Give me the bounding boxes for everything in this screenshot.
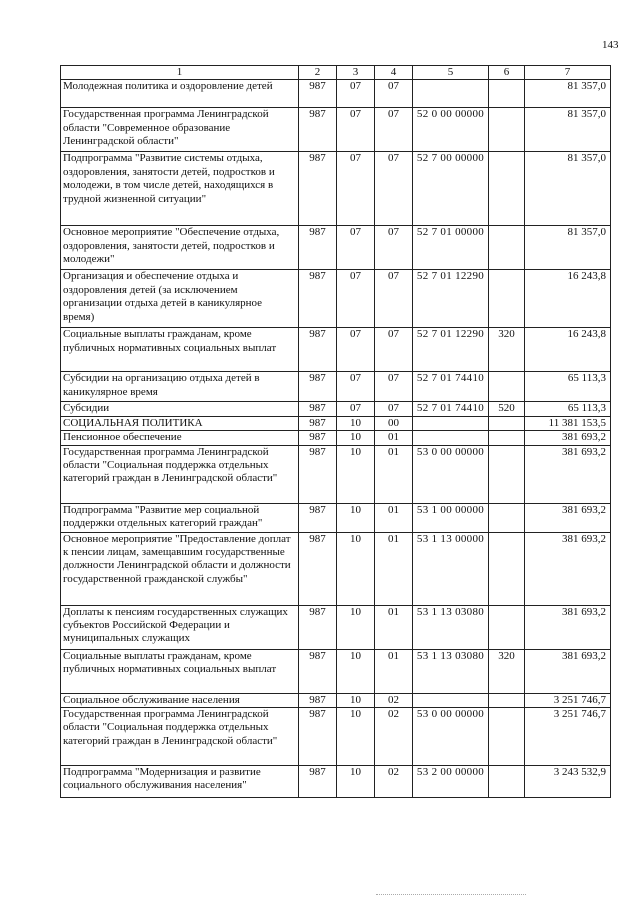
row-amount: 381 693,2 xyxy=(525,649,611,693)
table-row xyxy=(61,270,611,328)
row-ministry-code: 987 xyxy=(299,108,337,152)
row-ministry-code: 987 xyxy=(299,402,337,416)
row-expense-type xyxy=(489,80,525,108)
row-subsection-code: 02 xyxy=(375,708,413,766)
table-row xyxy=(61,108,611,152)
row-amount: 381 693,2 xyxy=(525,532,611,605)
row-expense-type xyxy=(489,445,525,503)
row-name: Доплаты к пенсиям государственных служащих субъектов Российской Федерации и муниципальных служащих xyxy=(61,605,299,649)
row-section-code: 07 xyxy=(337,80,375,108)
row-ministry-code: 987 xyxy=(299,372,337,402)
row-target-article: 52 7 01 12290 xyxy=(413,328,489,372)
row-section-code: 07 xyxy=(337,108,375,152)
column-header: 5 xyxy=(413,66,489,80)
row-amount: 65 113,3 xyxy=(525,372,611,402)
column-number-row xyxy=(61,66,611,80)
row-name: Государственная программа Ленинградской области "Социальная поддержка отдельных категорий граждан в Ленинградской области" xyxy=(61,708,299,766)
row-ministry-code: 987 xyxy=(299,605,337,649)
row-amount: 3 251 746,7 xyxy=(525,693,611,707)
row-expense-type: 320 xyxy=(489,649,525,693)
column-header: 2 xyxy=(299,66,337,80)
row-amount: 81 357,0 xyxy=(525,226,611,270)
row-ministry-code: 987 xyxy=(299,503,337,532)
page-number: 143 xyxy=(602,39,619,51)
row-section-code: 07 xyxy=(337,402,375,416)
row-subsection-code: 01 xyxy=(375,649,413,693)
table-row xyxy=(61,80,611,108)
row-subsection-code: 01 xyxy=(375,532,413,605)
row-section-code: 10 xyxy=(337,532,375,605)
row-ministry-code: 987 xyxy=(299,445,337,503)
row-target-article: 53 1 13 03080 xyxy=(413,605,489,649)
row-name: Субсидии xyxy=(61,402,299,416)
row-expense-type xyxy=(489,108,525,152)
row-section-code: 10 xyxy=(337,416,375,430)
row-section-code: 07 xyxy=(337,226,375,270)
row-expense-type: 520 xyxy=(489,402,525,416)
row-amount: 11 381 153,5 xyxy=(525,416,611,430)
row-expense-type xyxy=(489,605,525,649)
row-target-article: 53 1 13 00000 xyxy=(413,532,489,605)
table-row xyxy=(61,766,611,798)
row-amount: 16 243,8 xyxy=(525,328,611,372)
table-row xyxy=(61,532,611,605)
row-expense-type xyxy=(489,152,525,226)
row-name: Основное мероприятие "Предоставление доплат к пенсии лицам, замещавшим государственные должности Ленинградской области и должности государственной гражданской службы" xyxy=(61,532,299,605)
row-target-article xyxy=(413,416,489,430)
row-expense-type xyxy=(489,416,525,430)
row-amount: 81 357,0 xyxy=(525,152,611,226)
row-subsection-code: 07 xyxy=(375,226,413,270)
row-amount: 81 357,0 xyxy=(525,80,611,108)
row-target-article: 52 7 01 12290 xyxy=(413,270,489,328)
row-section-code: 10 xyxy=(337,766,375,798)
table-row xyxy=(61,693,611,707)
column-header: 7 xyxy=(525,66,611,80)
row-amount: 381 693,2 xyxy=(525,503,611,532)
row-ministry-code: 987 xyxy=(299,649,337,693)
table-row xyxy=(61,445,611,503)
row-ministry-code: 987 xyxy=(299,328,337,372)
row-name: Социальные выплаты гражданам, кроме публичных нормативных социальных выплат xyxy=(61,649,299,693)
table-row xyxy=(61,503,611,532)
row-section-code: 07 xyxy=(337,270,375,328)
row-ministry-code: 987 xyxy=(299,693,337,707)
table-row xyxy=(61,416,611,430)
row-target-article: 52 7 01 00000 xyxy=(413,226,489,270)
row-name: Пенсионное обеспечение xyxy=(61,431,299,445)
row-amount: 381 693,2 xyxy=(525,431,611,445)
row-expense-type xyxy=(489,372,525,402)
table-row xyxy=(61,328,611,372)
row-subsection-code: 02 xyxy=(375,766,413,798)
row-expense-type xyxy=(489,503,525,532)
table-row xyxy=(61,152,611,226)
row-subsection-code: 07 xyxy=(375,152,413,226)
row-expense-type xyxy=(489,431,525,445)
row-ministry-code: 987 xyxy=(299,431,337,445)
row-target-article xyxy=(413,693,489,707)
row-section-code: 10 xyxy=(337,693,375,707)
row-name: Социальные выплаты гражданам, кроме публичных нормативных социальных выплат xyxy=(61,328,299,372)
row-target-article: 52 7 00 00000 xyxy=(413,152,489,226)
row-target-article: 52 0 00 00000 xyxy=(413,108,489,152)
row-subsection-code: 00 xyxy=(375,416,413,430)
row-section-code: 10 xyxy=(337,431,375,445)
row-expense-type xyxy=(489,270,525,328)
row-name: СОЦИАЛЬНАЯ ПОЛИТИКА xyxy=(61,416,299,430)
row-expense-type xyxy=(489,226,525,270)
row-ministry-code: 987 xyxy=(299,416,337,430)
row-target-article: 53 1 00 00000 xyxy=(413,503,489,532)
row-amount: 65 113,3 xyxy=(525,402,611,416)
row-subsection-code: 07 xyxy=(375,108,413,152)
row-ministry-code: 987 xyxy=(299,766,337,798)
row-subsection-code: 07 xyxy=(375,270,413,328)
table-row xyxy=(61,708,611,766)
row-target-article: 52 7 01 74410 xyxy=(413,372,489,402)
row-subsection-code: 07 xyxy=(375,328,413,372)
row-subsection-code: 02 xyxy=(375,693,413,707)
row-name: Социальное обслуживание населения xyxy=(61,693,299,707)
row-section-code: 10 xyxy=(337,503,375,532)
row-amount: 81 357,0 xyxy=(525,108,611,152)
row-target-article: 53 0 00 00000 xyxy=(413,445,489,503)
row-name: Основное мероприятие "Обеспечение отдыха, оздоровления, занятости детей, подростков и молодежи" xyxy=(61,226,299,270)
column-header: 3 xyxy=(337,66,375,80)
row-name: Подпрограмма "Развитие системы отдыха, оздоровления, занятости детей, подростков и молодежи, в том числе детей, находящихся в трудной жизненной ситуации" xyxy=(61,152,299,226)
row-target-article: 52 7 01 74410 xyxy=(413,402,489,416)
row-ministry-code: 987 xyxy=(299,80,337,108)
column-header: 4 xyxy=(375,66,413,80)
row-section-code: 10 xyxy=(337,605,375,649)
row-ministry-code: 987 xyxy=(299,152,337,226)
row-subsection-code: 01 xyxy=(375,503,413,532)
table-row xyxy=(61,431,611,445)
row-amount: 381 693,2 xyxy=(525,445,611,503)
row-subsection-code: 07 xyxy=(375,402,413,416)
budget-table xyxy=(60,65,611,798)
row-subsection-code: 01 xyxy=(375,605,413,649)
row-target-article: 53 1 13 03080 xyxy=(413,649,489,693)
table-row xyxy=(61,605,611,649)
table-row xyxy=(61,402,611,416)
row-amount: 3 251 746,7 xyxy=(525,708,611,766)
row-ministry-code: 987 xyxy=(299,532,337,605)
row-name: Организация и обеспечение отдыха и оздоровления детей (за исключением организации отдыха детей в каникулярное время) xyxy=(61,270,299,328)
row-expense-type xyxy=(489,766,525,798)
table-row xyxy=(61,372,611,402)
row-amount: 3 243 532,9 xyxy=(525,766,611,798)
row-target-article: 53 2 00 00000 xyxy=(413,766,489,798)
row-section-code: 07 xyxy=(337,372,375,402)
row-section-code: 07 xyxy=(337,328,375,372)
row-target-article: 53 0 00 00000 xyxy=(413,708,489,766)
row-subsection-code: 07 xyxy=(375,80,413,108)
row-expense-type xyxy=(489,693,525,707)
row-target-article xyxy=(413,431,489,445)
row-amount: 381 693,2 xyxy=(525,605,611,649)
row-name: Молодежная политика и оздоровление детей xyxy=(61,80,299,108)
row-name: Государственная программа Ленинградской области "Социальная поддержка отдельных категорий граждан в Ленинградской области" xyxy=(61,445,299,503)
row-name: Субсидии на организацию отдыха детей в каникулярное время xyxy=(61,372,299,402)
row-name: Подпрограмма "Развитие мер социальной поддержки отдельных категорий граждан" xyxy=(61,503,299,532)
row-target-article xyxy=(413,80,489,108)
row-section-code: 10 xyxy=(337,649,375,693)
row-name: Подпрограмма "Модернизация и развитие социального обслуживания населения" xyxy=(61,766,299,798)
row-subsection-code: 01 xyxy=(375,431,413,445)
table-row xyxy=(61,226,611,270)
row-ministry-code: 987 xyxy=(299,270,337,328)
table-row xyxy=(61,649,611,693)
column-header: 6 xyxy=(489,66,525,80)
scan-artifact-line xyxy=(376,894,526,895)
row-subsection-code: 07 xyxy=(375,372,413,402)
row-ministry-code: 987 xyxy=(299,708,337,766)
row-section-code: 10 xyxy=(337,708,375,766)
row-section-code: 07 xyxy=(337,152,375,226)
row-section-code: 10 xyxy=(337,445,375,503)
row-amount: 16 243,8 xyxy=(525,270,611,328)
column-header: 1 xyxy=(61,66,299,80)
row-expense-type: 320 xyxy=(489,328,525,372)
row-ministry-code: 987 xyxy=(299,226,337,270)
row-expense-type xyxy=(489,532,525,605)
row-subsection-code: 01 xyxy=(375,445,413,503)
row-name: Государственная программа Ленинградской области "Современное образование Ленинградской области" xyxy=(61,108,299,152)
row-expense-type xyxy=(489,708,525,766)
